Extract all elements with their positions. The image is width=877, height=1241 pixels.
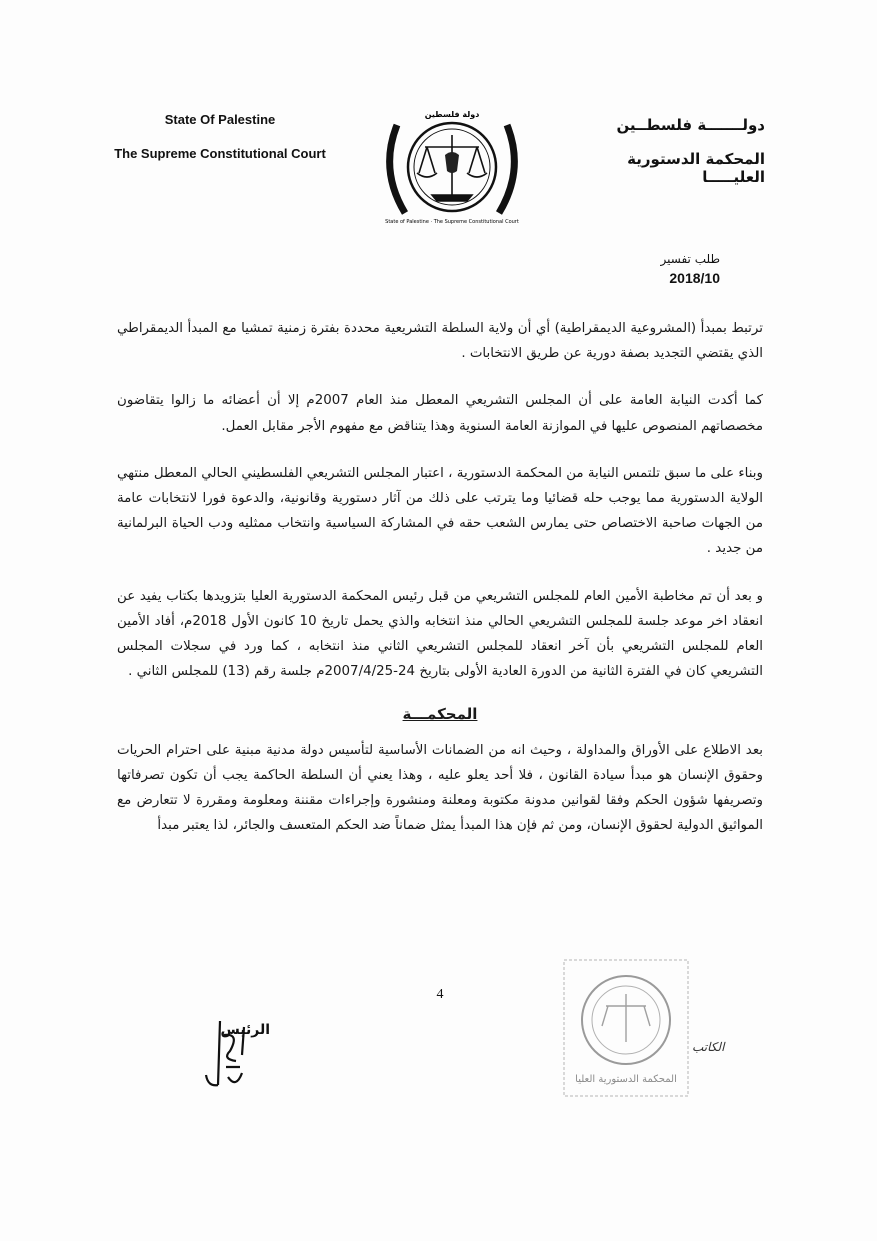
clerk-label: الكاتب: [692, 1040, 725, 1054]
request-number: 2018/10: [669, 270, 720, 286]
paragraph-2: كما أكدت النيابة العامة على أن المجلس التشريعي المعطل منذ العام 2007م إلا أن أعضائه ما زالوا يتقاضون مخصصاتهم المنصوص عليها في الموازنة العامة السنوية وهذا يتناقض مع مفهوم الأجر مقابل العمل.: [117, 393, 763, 434]
president-label: الرئيس: [220, 1022, 270, 1038]
court-heading: المحكمـــة: [402, 705, 478, 724]
court-emblem: [377, 95, 527, 235]
president-signature: [200, 1015, 248, 1093]
emblem-text-top: دولة فلسطين: [424, 110, 480, 119]
header-court-ar: المحكمة الدستورية العليـــــا: [627, 150, 765, 186]
paragraph-3: وبناء على ما سبق تلتمس النيابة من المحكمة الدستورية ، اعتبار المجلس التشريعي الفلسطيني الحالي المعطل منتهي الولاية الدستورية مما يوجب حله قضائيا وما يترتب على ذلك من آثار دستورية وقانونية، والدعوة فورا لانتخابات عامة من الجهات صاحبة الاختصاص حتى يمارس الشعب حقه في المشاركة السياسية وانتخاب ممثليه ودب الحياة البرلمانية من جديد .: [117, 465, 763, 557]
document-body: [117, 316, 763, 860]
header-court-en: The Supreme Constitutional Court: [114, 146, 326, 161]
stamp-text: المحكمة الدستورية العليا: [575, 1074, 677, 1085]
emblem-text-bottom: State of Palestine · The Supreme Constitutional Court: [385, 219, 519, 225]
header-arabic: [560, 116, 765, 202]
request-label: طلب تفسير: [660, 252, 720, 266]
paragraph-4: و بعد أن تم مخاطبة الأمين العام للمجلس التشريعي من قبل رئيس المحكمة الدستورية العليا بتزويدها بكتاب يفيد عن انعقاد اخر موعد جلسة للمجلس التشريعي الحالي منذ انتخابه والذي يحمل تاريخ 10 كانون الأول 2018م، أفاد الأمين العام للمجلس التشريعي بأن آخر انعقاد للمجلس التشريعي الثاني منذ انتخابه ، كما ورد في سجلات المجلس التشريعي كان في الفترة الثانية من الدورة العادية الأولى بتاريخ 24-2007/4/25م جلسة رقم (13) للمجلس الثاني .: [117, 588, 763, 680]
paragraph-1: ترتبط بمبدأ (المشروعية الديمقراطية) أي أن ولاية السلطة التشريعية محددة بفترة زمنية تمشيا مع المبدأ الديمقراطي الذي يقتضي التجديد بصفة دورية عن طريق الانتخابات .: [117, 321, 763, 362]
header-state-en: State Of Palestine: [164, 112, 276, 127]
request-reference: [560, 252, 720, 286]
header-english: [85, 112, 355, 180]
court-stamp: [562, 958, 690, 1098]
page-number: 4: [436, 987, 444, 1002]
header-state-ar: دولـــــــة فلسطــين: [616, 116, 765, 134]
court-paragraph: بعد الاطلاع على الأوراق والمداولة ، وحيث انه من الضمانات الأساسية لتأسيس دولة مدنية مبنية على احترام الحريات وحقوق الإنسان هو مبدأ سيادة القانون ، فلا أحد يعلو عليه ، وهذا يعني أن السلطة الحاكمة يجب أن تكون تصرفاتها وتصريفها شؤون الحكم وفقا لقوانين مدونة مكتوبة ومعلنة ومنشورة وإجراءات مقننة ومعلومة ومقررة لا تتعارض مع المواثيق الدولية لحقوق الإنسان، ومن ثم فإن هذا المبدأ يمثل ضماناً ضد الحكم المتعسف والجائر، لذا يعتبر مبدأ: [117, 742, 763, 834]
